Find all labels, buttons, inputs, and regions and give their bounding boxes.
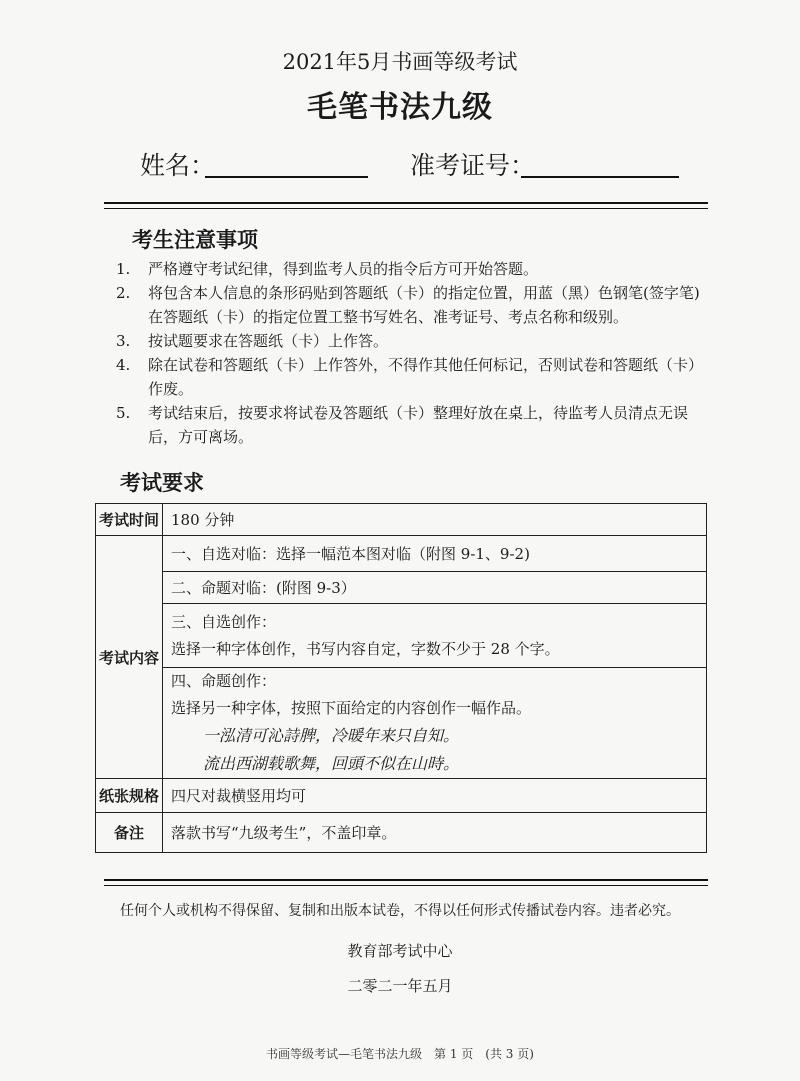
notice-item: 2. 将包含本人信息的条形码贴到答题纸（卡）的指定位置，用蓝（黑）色钢笔(签字笔)在答题纸（卡）的指定位置工整书写姓名、准考证号、考点名称和级别。 [116, 284, 700, 326]
time-label: 考试时间 [96, 504, 163, 536]
exam-title-line1: 2021年5月书画等级考试 [282, 50, 518, 74]
notice-item: 1. 严格遵守考试纪律，得到监考人员的指令后方可开始答题。 [116, 260, 539, 278]
table-row [96, 779, 707, 813]
name-label: 姓名： [140, 151, 216, 180]
time-value: 180 分钟 [163, 504, 707, 536]
content-item-3 [163, 604, 707, 668]
table-row [96, 572, 707, 604]
content-item-3-title: 三、自选创作： [171, 612, 277, 631]
exam-id-blank-line [521, 176, 679, 178]
top-divider [104, 202, 708, 204]
exam-title-line2: 毛笔书法九级 [307, 90, 493, 125]
content-item-4 [163, 668, 707, 779]
notice-item: 5. 考试结束后，按要求将试卷及答题纸（卡）整理好放在桌上，待监考人员清点无误后，方可离场。 [116, 404, 689, 446]
copyright-notice: 任何个人或机构不得保留、复制和出版本试卷，不得以任何形式传播试卷内容。违者必究。 [120, 903, 680, 919]
bottom-divider [104, 879, 708, 881]
requirements-table [95, 503, 707, 853]
notice-item: 4. 除在试卷和答题纸（卡）上作答外，不得作其他任何标记，否则试卷和答题纸（卡）作废。 [116, 356, 704, 398]
content-item-3-text: 选择一种字体创作，书写内容自定，字数不少于 28 个字。 [171, 639, 560, 658]
candidate-fields [0, 146, 800, 180]
content-item-2: 二、命题对临：(附图 9-3） [163, 572, 707, 604]
paper-label: 纸张规格 [96, 779, 163, 813]
paper-value: 四尺对裁横竖用均可 [163, 779, 707, 813]
notices-heading: 考生注意事项 [132, 227, 258, 252]
notice-item: 3. 按试题要求在答题纸（卡）上作答。 [116, 332, 389, 350]
table-row [96, 668, 707, 779]
content-item-1: 一、自选对临：选择一幅范本图对临（附图 9-1、9-2) [163, 536, 707, 572]
requirements-heading: 考试要求 [120, 470, 204, 495]
table-row [96, 813, 707, 853]
table-row [96, 536, 707, 572]
table-row [96, 604, 707, 668]
exam-id-label: 准考证号： [410, 151, 536, 180]
content-item-4-title: 四、命题创作： [171, 672, 277, 690]
table-row [96, 504, 707, 536]
name-blank-line [205, 176, 368, 178]
poem-line-1: 一泓清可沁詩脾，冷暖年来只自知。 [203, 726, 460, 745]
issuing-organization: 教育部考试中心 [347, 942, 453, 960]
poem-line-2: 流出西湖载歌舞，回頭不似在山時。 [203, 754, 460, 773]
top-divider-thin [104, 208, 708, 209]
content-item-4-text: 选择另一种字体，按照下面给定的内容创作一幅作品。 [171, 699, 532, 717]
content-label: 考试内容 [96, 536, 163, 779]
page-footer: 书画等级考试—毛笔书法九级 第 1 页 (共 3 页) [266, 1047, 534, 1061]
bottom-divider-thin [104, 885, 708, 886]
notices-list [116, 257, 706, 449]
issue-date: 二零二一年五月 [347, 977, 453, 995]
remark-label: 备注 [96, 813, 163, 853]
remark-value: 落款书写“九级考生”，不盖印章。 [163, 813, 707, 853]
